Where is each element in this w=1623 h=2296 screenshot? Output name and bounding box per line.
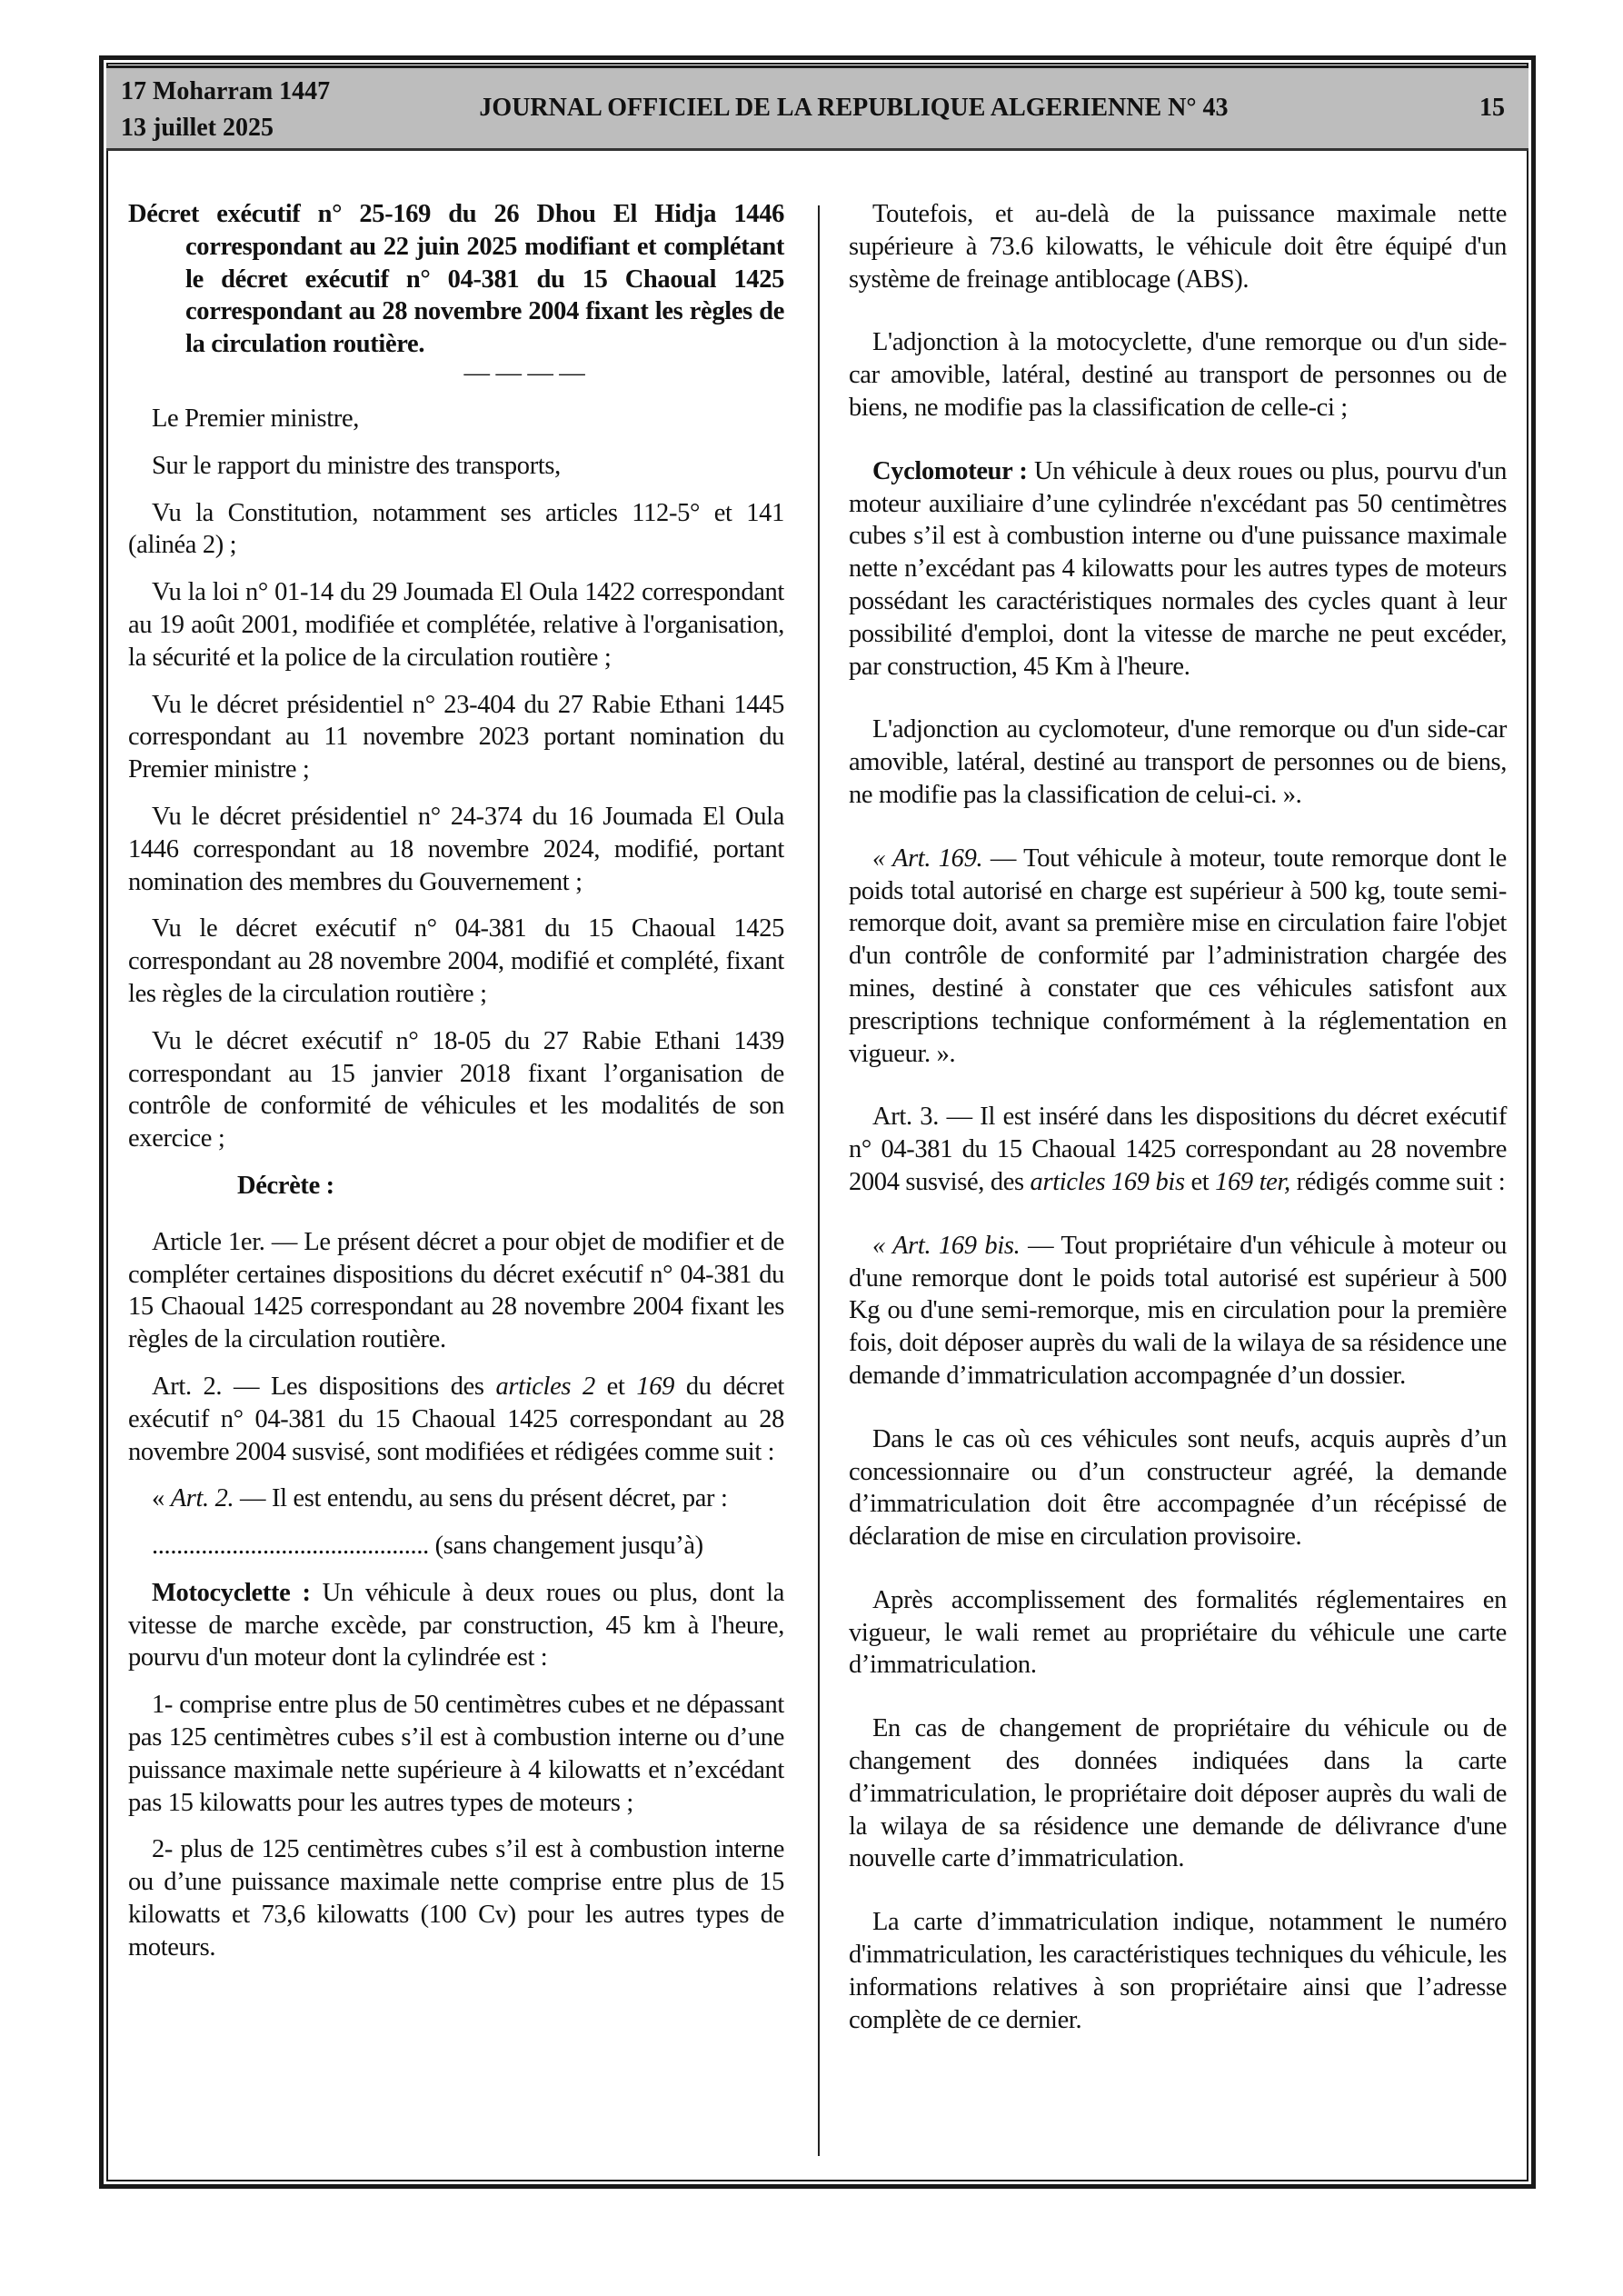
text-segment: Décret exécutif n° 25-169 du 26 Dhou El Hidja 1446 correspondant au 22 juin 2025 modifiant et complétant le décret exécutif n° 04-381 du 15 Chaoual 1425 correspondant au 28 novembre 2004 fixant les règles de la circulation routière.	[128, 200, 784, 359]
italic-text: articles 169 bis	[1030, 1167, 1185, 1196]
text-segment: — — — —	[463, 358, 585, 387]
text-segment: Vu la Constitution, notamment ses articles 112-5° et 141 (alinéa 2) ;	[128, 498, 784, 560]
bold-text: Cyclomoteur :	[872, 456, 1028, 485]
paragraph	[849, 1230, 1507, 1393]
decrete-heading	[128, 1170, 784, 1203]
gregorian-date: 13 juillet 2025	[121, 114, 274, 142]
right-column	[849, 198, 1507, 2067]
paragraph	[128, 1025, 784, 1155]
text-segment: Sur le rapport du ministre des transports,	[152, 451, 561, 480]
italic-text: « Art. 169 bis.	[872, 1231, 1021, 1260]
separator	[128, 358, 784, 387]
italic-text: 169 ter,	[1215, 1167, 1290, 1196]
paragraph	[128, 450, 784, 483]
paragraph	[128, 1833, 784, 1963]
text-segment: Art. 3. — Il est inséré dans les dispositions du décret exécutif n° 04-381 du 15 Chaoual 1425 correspondant au 28 novembre 2004 susvisé, des	[849, 1103, 1507, 1196]
left-column	[128, 198, 784, 1979]
italic-text: « Art. 169.	[872, 844, 983, 873]
text-segment: Art. 2. — Les dispositions des	[152, 1372, 496, 1401]
paragraph	[849, 1423, 1507, 1553]
italic-text: articles 2	[495, 1372, 595, 1401]
decree-title	[128, 198, 784, 361]
paragraph	[128, 1577, 784, 1674]
column-divider	[818, 205, 820, 2156]
italic-text: Art. 2.	[170, 1484, 234, 1513]
text-segment: La carte d’immatriculation indique, notamment le numéro d'immatriculation, les caractéristiques techniques du véhicule, les informations relatives à son propriétaire ainsi que l’adresse complète de ce dernier.	[849, 1908, 1507, 2034]
paragraph	[128, 801, 784, 898]
paragraph	[128, 1371, 784, 1468]
paragraph	[128, 1226, 784, 1356]
text-segment: 1- comprise entre plus de 50 centimètres cubes et ne dépassant pas 125 centimètres cubes s’il est à combustion interne ou d’une puissance maximale nette supérieure à 4 kilowatts et n’excédant pas 15 kilowatts pour les autres types de moteurs ;	[128, 1691, 784, 1817]
paragraph	[849, 1584, 1507, 1682]
paragraph	[128, 689, 784, 786]
text-segment: L'adjonction au cyclomoteur, d'une remorque ou d'un side-car amovible, latéral, destiné au transport de personnes ou de biens, ne modifie pas la classification de celui-ci. ».	[849, 715, 1507, 809]
text-segment: Vu le décret exécutif n° 18-05 du 27 Rabie Ethani 1439 correspondant au 15 janvier 2018 fixant l’organisation de contrôle de conformité de véhicules et les modalités de son exercice ;	[128, 1026, 784, 1153]
text-segment: Dans le cas où ces véhicules sont neufs, acquis auprès d’un concessionnaire ou d’un constructeur agréé, la demande d’immatriculation doit être accompagnée d’un récépissé de déclaration de mise en circulation provisoire.	[849, 1424, 1507, 1552]
text-segment: Un véhicule à deux roues ou plus, pourvu d'un moteur auxiliaire d’une cylindrée n'excédant pas 50 centimètres cubes s’il est à combustion interne ou d'une puissance maximale nette n’excédant pas 4 kilowatts pour les autres types de moteurs possédant les caractéristiques normales des cycles quant à leur possibilité d'emploi, dont la vitesse de marche ne peut excéder, par construction, 45 Km à l'heure.	[849, 456, 1507, 681]
paragraph	[849, 326, 1507, 424]
text-segment: rédigés comme suit :	[1289, 1167, 1506, 1196]
paragraph	[849, 1101, 1507, 1198]
paragraph	[128, 576, 784, 674]
paragraph	[849, 843, 1507, 1071]
paragraph	[849, 1712, 1507, 1875]
text-segment: Article 1er. — Le présent décret a pour objet de modifier et de compléter certaines dispositions du décret exécutif n° 04-381 du 15 Chaoual 1425 correspondant au 28 novembre 2004 fixant les règles de la circulation routière.	[128, 1227, 784, 1354]
text-segment: L'adjonction à la motocyclette, d'une remorque ou d'un side-car amovible, latéral, destiné au transport de personnes ou de biens, ne modifie pas la classification de celle-ci ;	[849, 328, 1507, 422]
paragraph	[849, 455, 1507, 684]
text-segment: Vu le décret exécutif n° 04-381 du 15 Chaoual 1425 correspondant au 28 novembre 2004, modifié et complété, fixant les règles de la circulation routière ;	[128, 914, 784, 1008]
bold-text: Motocyclette :	[152, 1578, 311, 1607]
paragraph	[128, 1530, 784, 1562]
paragraph	[849, 714, 1507, 811]
text-segment: Le Premier ministre,	[152, 404, 360, 433]
paragraph	[849, 198, 1507, 295]
text-segment: et	[1184, 1167, 1216, 1196]
journal-title: JOURNAL OFFICIEL DE LA REPUBLIQUE ALGERIENNE N° 43	[479, 94, 1229, 122]
paragraph	[849, 1906, 1507, 2036]
text-segment: du décret exécutif n° 04-381 du 15 Chaoual 1425 correspondant au 28 novembre 2004 susvisé, sont modifiées et rédigées comme suit :	[128, 1372, 784, 1466]
text-segment: — Tout propriétaire d'un véhicule à moteur ou d'une remorque dont le poids total autorisé est supérieur à 500 Kg ou d'une semi-remorque, mis en circulation pour la première fois, doit déposer auprès du wali de la wilaya de sa résidence une demande d’immatriculation accompagnée d’un dossier.	[849, 1231, 1507, 1390]
paragraph	[128, 1689, 784, 1819]
text-segment: En cas de changement de propriétaire du véhicule ou de changement des données indiquées dans la carte d’immatriculation, le propriétaire doit déposer auprès du wali de la wilaya de sa résidence une demande de délivrance d'une nouvelle carte d’immatriculation.	[849, 1714, 1507, 1873]
text-segment: Toutefois, et au-delà de la puissance maximale nette supérieure à 73.6 kilowatts, le véhicule doit être équipé d'un système de freinage antiblocage (ABS).	[849, 200, 1507, 294]
text-segment: 2- plus de 125 centimètres cubes s’il est à combustion interne ou d’une puissance maximale nette comprise entre plus de 15 kilowatts et 73,6 kilowatts (100 Cv) pour les autres types de moteurs.	[128, 1835, 784, 1962]
text-segment: — Tout véhicule à moteur, toute remorque dont le poids total autorisé en charge est supérieur à 500 kg, toute semi-remorque doit, avant sa première mise en circulation faire l'objet d'un contrôle de conformité par l’administration chargée des mines, destiné à constater que ces véhicules satisfont aux prescriptions technique conformément à la réglementation en vigueur. ».	[849, 844, 1507, 1068]
text-segment: Vu le décret présidentiel n° 24-374 du 16 Joumada El Oula 1446 correspondant au 18 novembre 2024, modifié, portant nomination des membres du Gouvernement ;	[128, 802, 784, 896]
journal-header	[106, 65, 1528, 151]
paragraph	[128, 913, 784, 1010]
paragraph	[128, 497, 784, 563]
text-segment: ............................................. (sans changement jusqu’à)	[152, 1532, 703, 1561]
text-segment: «	[152, 1484, 171, 1513]
text-segment: Vu la loi n° 01-14 du 29 Joumada El Oula 1422 correspondant au 19 août 2001, modifiée et complétée, relative à l'organisation, la sécurité et la police de la circulation routière ;	[128, 578, 784, 672]
text-segment: Décrète :	[237, 1171, 334, 1200]
paragraph	[128, 403, 784, 435]
text-segment: Vu le décret présidentiel n° 23-404 du 27 Rabie Ethani 1445 correspondant au 11 novembre 2023 portant nomination du Premier ministre ;	[128, 690, 784, 784]
page-number: 15	[1479, 94, 1505, 122]
text-segment: Après accomplissement des formalités réglementaires en vigueur, le wali remet au propriétaire du véhicule une carte d’immatriculation.	[849, 1585, 1507, 1680]
hijri-date: 17 Moharram 1447	[121, 77, 331, 105]
italic-text: 169	[636, 1372, 675, 1401]
text-segment: et	[594, 1372, 637, 1401]
paragraph	[128, 1482, 784, 1515]
text-segment: — Il est entendu, au sens du présent décret, par :	[234, 1484, 728, 1513]
text-segment: Un véhicule à deux roues ou plus, dont la vitesse de marche excède, par construction, 45 km à l'heure, pourvu d'un moteur dont la cylindrée est :	[128, 1578, 784, 1672]
